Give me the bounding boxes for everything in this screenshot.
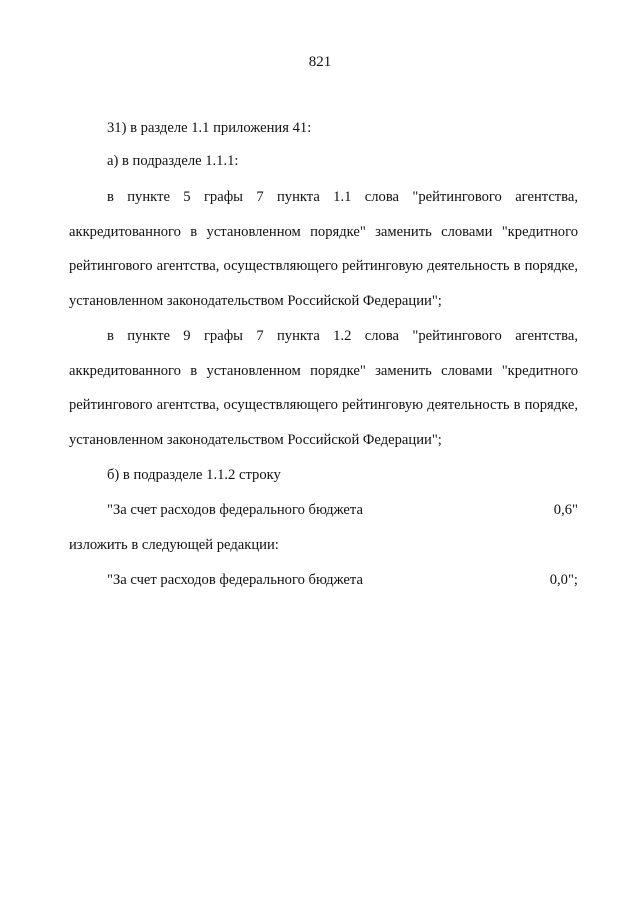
subsection-a-heading: а) в подразделе 1.1.1:	[107, 153, 239, 169]
old-row-label: "За счет расходов федерального бюджета	[107, 502, 363, 518]
page-number: 821	[308, 54, 332, 70]
amendment-paragraph-2: в пункте 9 графы 7 пункта 1.2 слова "рейтингового агентства, аккредитованного в установленном порядке" заменить словами "кредитного рейтингового агентства, осуществляющего рейтинговую деятельность в порядке, установленном законодательством Российской Федерации";	[69, 328, 578, 448]
new-row-value: 0,0";	[549, 572, 578, 588]
new-row	[69, 570, 578, 590]
subsection-b-heading: б) в подразделе 1.1.2 строку	[107, 467, 281, 483]
amendment-paragraph-1: в пункте 5 графы 7 пункта 1.1 слова "рейтингового агентства, аккредитованного в установленном порядке" заменить словами "кредитного рейтингового агентства, осуществляющего рейтинговую деятельность в порядке, установленном законодательством Российской Федерации";	[69, 189, 578, 309]
old-row-value: 0,6"	[553, 502, 578, 518]
replace-instruction: изложить в следующей редакции:	[69, 537, 279, 553]
new-row-label: "За счет расходов федерального бюджета	[107, 572, 363, 588]
item-31-heading: 31) в разделе 1.1 приложения 41:	[107, 120, 312, 136]
old-row	[69, 500, 578, 520]
document-body	[69, 118, 578, 590]
